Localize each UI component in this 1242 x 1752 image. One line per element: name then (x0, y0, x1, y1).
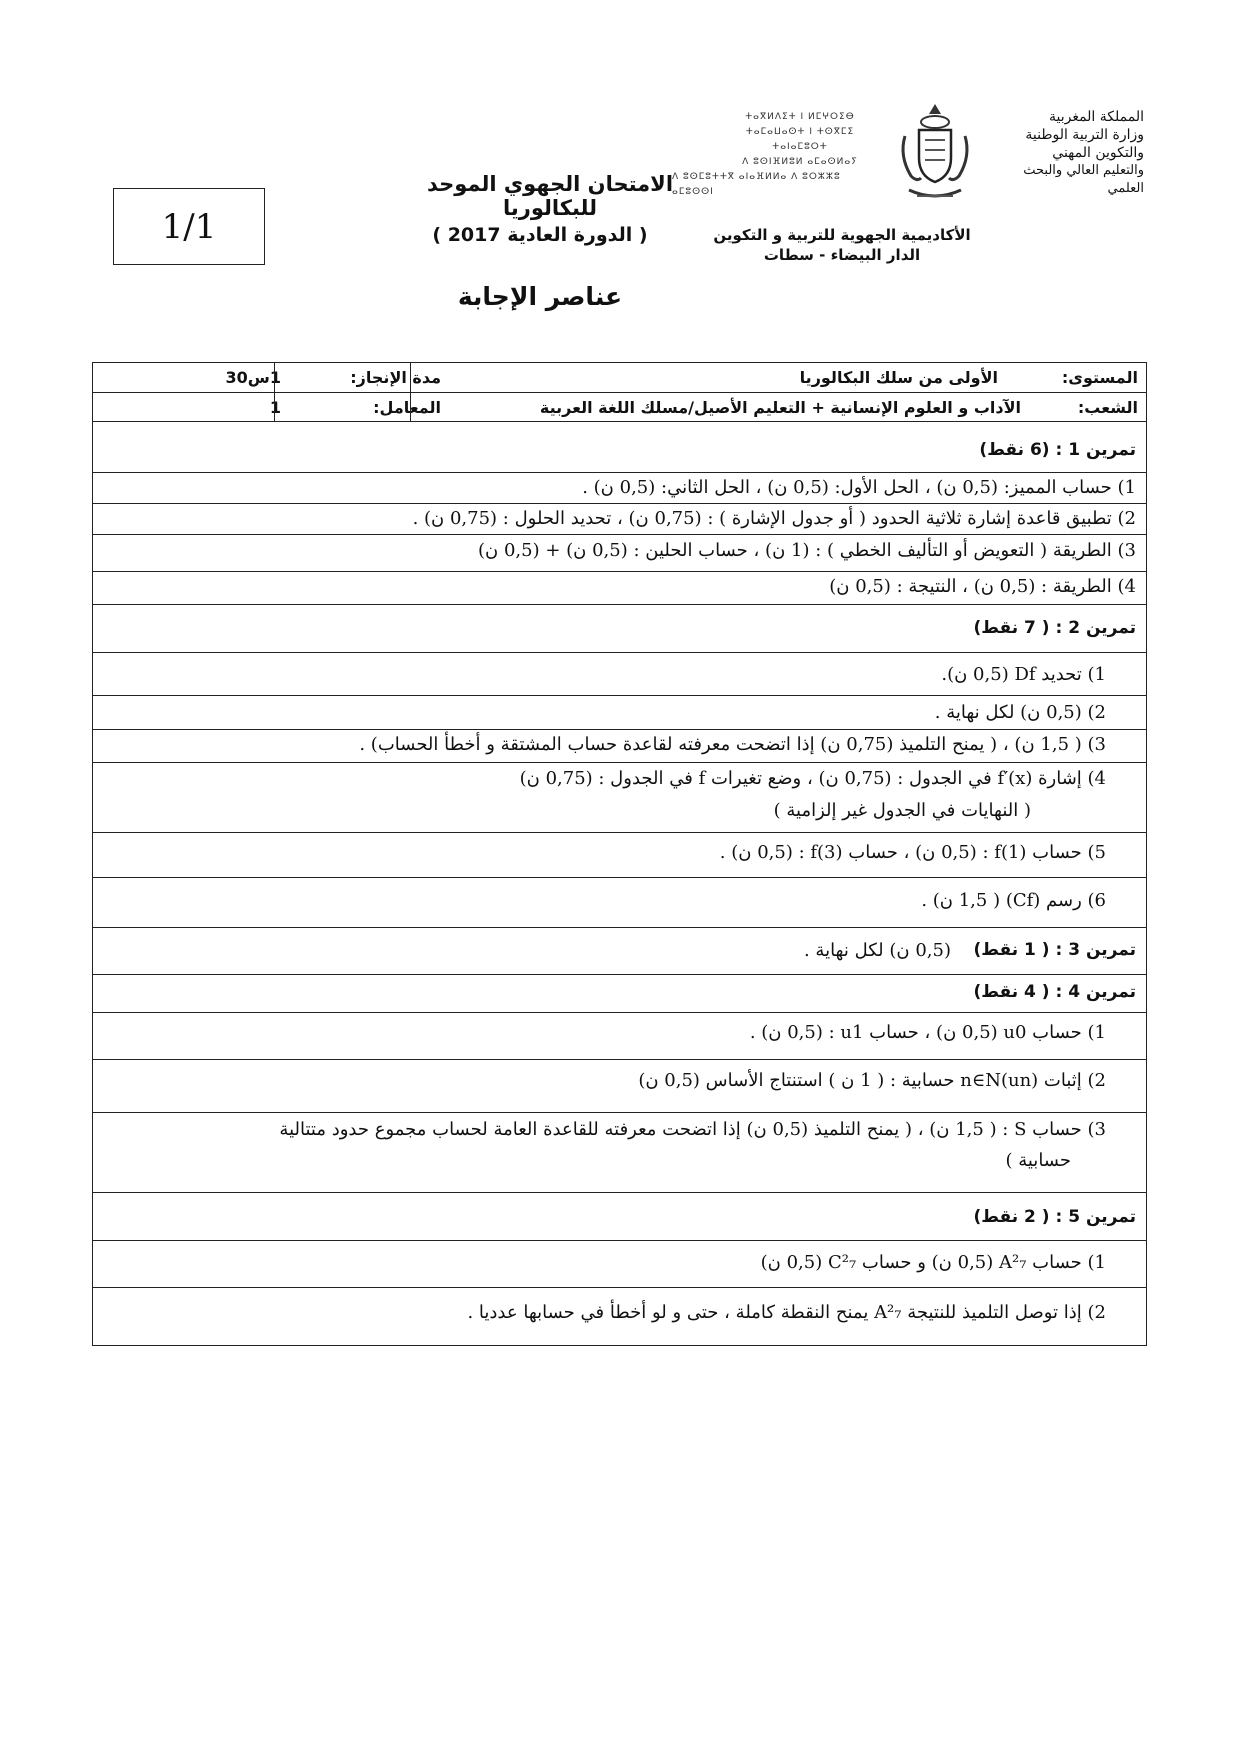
exercise-4-item-1: 1) حساب u0 (0,5 ن) ، حساب u1 : (0,5 ن) . (749, 1022, 1106, 1043)
coef-label: المعامل: (373, 398, 441, 417)
exam-session: ( الدورة العادية 2017 ) (432, 224, 648, 246)
exercise-5-item-2: 2) إذا توصل التلميذ للنتيجة A²₇ يمنح النقطة كاملة ، حتى و لو أخطأ في حسابها عدديا . (467, 1302, 1106, 1323)
exercise-2-item-3: 3) ( 1,5 ن) ، ( يمنح التلميذ (0,75 ن) إذا اتضحت معرفته لقاعدة حساب المشتقة و أخطأ الحساب) . (359, 734, 1106, 755)
info-row-level (93, 363, 1146, 393)
exercise-1-title: تمرين 1 : (6 نقط) (979, 440, 1136, 460)
exercise-3-text: (0,5 ن) لكل نهاية . (803, 940, 951, 961)
exercise-1-item-4: 4) الطريقة : (0,5 ن) ، النتيجة : (0,5 ن) (829, 576, 1136, 597)
branch-value: الآداب و العلوم الإنسانية + التعليم الأصيل/مسلك اللغة العربية (539, 398, 1021, 417)
answer-title: عناصر الإجابة (457, 282, 623, 311)
academy-name: الأكاديمية الجهوية للتربية و التكوين (713, 226, 971, 244)
exercise-4-item-3-cont: حسابية ) (1005, 1150, 1071, 1171)
exam-info-table (92, 362, 1147, 422)
table-divider (274, 363, 275, 421)
exercise-2-item-4-note: ( النهايات في الجدول غير إلزامية ) (773, 800, 1031, 821)
coef-value: 1 (269, 398, 281, 417)
ministry-line: والتعليم العالي والبحث العلمي (1023, 163, 1144, 196)
ministry-line: وزارة التربية الوطنية (1025, 127, 1144, 143)
duration-value: 1س30 (225, 368, 281, 387)
exercise-4-item-3: 3) حساب S : ( 1,5 ن) ، ( يمنح التلميذ (0,5 ن) إذا اتضحت معرفته للقاعدة العامة لحساب مجموع حدود متتالية (279, 1119, 1106, 1140)
info-row-branch (93, 393, 1146, 422)
tifinagh-line: ⵜⴰⴳⵍⴷⵉⵜ ⵏ ⵍⵎⵖⵔⵉⴱ (745, 112, 855, 122)
tifinagh-line: ⴷ ⵓⵙⵎⵓⵜⵜⴳ ⴰⵏⴰⴼⵍⵍⴰ ⴷ ⵓⵔⵣⵣⵓ ⴰⵎⵓⵙⵙⵏ (672, 172, 841, 197)
tifinagh-line: ⵜⴰⵎⴰⵡⴰⵙⵜ ⵏ ⵜⵙⴳⵎⵉ ⵜⴰⵏⴰⵎⵓⵔⵜ (745, 127, 855, 152)
exercise-2-item-5: 5) حساب f(1) : (0,5 ن) ، حساب f(3) : (0,5 ن) . (719, 842, 1106, 863)
ministry-header (984, 108, 1144, 198)
exercise-1-item-2: 2) تطبيق قاعدة إشارة ثلاثية الحدود ( أو جدول الإشارة ) : (0,75 ن) ، تحديد الحلول : (0,75 ن) . (412, 508, 1136, 529)
branch-label: الشعب: (1077, 398, 1138, 417)
exercise-2-item-6: 6) رسم (Cf) ( 1,5 ن) . (921, 890, 1106, 911)
page-number-box (113, 188, 265, 265)
level-label: المستوى: (1061, 368, 1138, 387)
exercise-4-item-2: 2) إثبات (un)n∈N حسابية : ( 1 ن ) استنتاج الأساس (0,5 ن) (638, 1070, 1106, 1091)
ministry-line: المملكة المغربية (1048, 109, 1144, 125)
exercise-1-item-1: 1) حساب المميز: (0,5 ن) ، الحل الأول: (0,5 ن) ، الحل الثاني: (0,5 ن) . (582, 477, 1136, 498)
exercise-4-title: تمرين 4 : ( 4 نقط) (973, 982, 1136, 1002)
level-value: الأولى من سلك البكالوريا (799, 368, 998, 387)
exercise-5-title: تمرين 5 : ( 2 نقط) (973, 1207, 1136, 1227)
region-name: الدار البيضاء - سطات (763, 246, 921, 264)
academy-header (682, 225, 1002, 265)
tifinagh-line: ⴷ ⵓⵙⵏⴼⵍⵓⵍ ⴰⵎⴰⵙⵍⴰⵢ (742, 157, 858, 167)
tifinagh-header (672, 110, 880, 200)
exercise-1-item-3: 3) الطريقة ( التعويض أو التأليف الخطي ) : (1 ن) ، حساب الحلين : (0,5 ن) + (0,5 ن) (477, 540, 1136, 561)
exercise-2-item-4: 4) إشارة f′(x) في الجدول : (0,75 ن) ، وضع تغيرات f في الجدول : (0,75 ن) (519, 768, 1106, 789)
ministry-line: والتكوين المهني (1052, 145, 1144, 161)
exam-title: الامتحان الجهوي الموحد للبكالوريا (426, 172, 674, 220)
exercise-2-item-2: 2) (0,5 ن) لكل نهاية . (934, 702, 1106, 723)
exercise-3-title: تمرين 3 : ( 1 نقط) (973, 940, 1136, 960)
exercise-2-title: تمرين 2 : ( 7 نقط) (973, 618, 1136, 638)
answer-body (92, 422, 1147, 1346)
page-number: 1/1 (161, 206, 217, 247)
exercise-2-item-1: 1) تحديد Df (0,5 ن). (941, 664, 1106, 685)
exercise-5-item-1: 1) حساب A²₇ (0,5 ن) و حساب C²₇ (0,5 ن) (760, 1252, 1106, 1273)
table-divider (410, 363, 411, 421)
duration-label: مدة الإنجاز: (350, 368, 441, 387)
coat-of-arms-icon (895, 100, 975, 208)
